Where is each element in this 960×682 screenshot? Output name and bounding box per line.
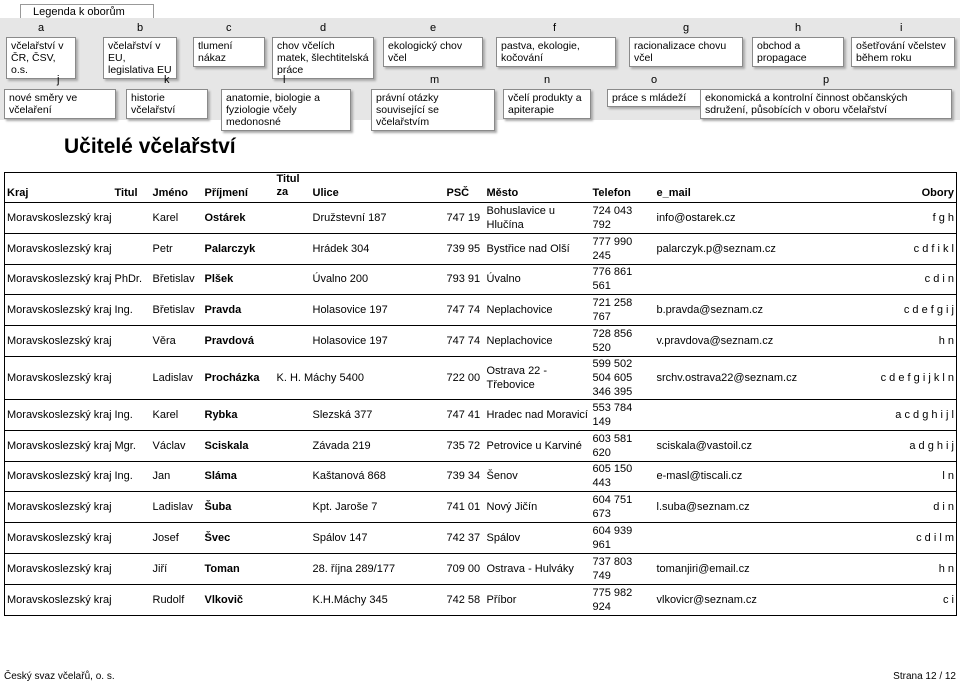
cell-prijmeni: Šuba [203,492,275,523]
legend-letter: g [683,22,690,34]
cell-telefon: 775 982 924 [591,584,655,615]
cell-ulice: Holasovice 197 [311,295,445,326]
cell-psc: 739 95 [445,233,485,264]
cell-psc: 709 00 [445,553,485,584]
cell-telefon: 605 150 443 [591,461,655,492]
cell-titul-za [275,233,311,264]
cell-kraj: Moravskoslezský kraj [5,203,113,234]
cell-titul-za [275,326,311,357]
cell-titul [113,326,151,357]
cell-telefon: 728 856 520 [591,326,655,357]
cell-prijmeni: Sciskala [203,430,275,461]
cell-kraj: Moravskoslezský kraj [5,430,113,461]
cell-email [655,264,769,295]
cell-jmeno: Věra [151,326,203,357]
legend-panel [0,18,960,128]
cell-jmeno: Břetislav [151,295,203,326]
cell-ulice: Holasovice 197 [311,326,445,357]
legend-letter: m [430,74,440,86]
cell-ulice: Kpt. Jaroše 7 [311,492,445,523]
cell-email [655,523,769,554]
cell-email: palarczyk.p@seznam.cz [655,233,769,264]
legend-letter: j [57,74,60,86]
cell-prijmeni: Ostárek [203,203,275,234]
row2-item-j [4,74,116,118]
col-header-titul-za: Titul za [275,173,311,203]
cell-telefon: 604 939 961 [591,523,655,554]
cell-mesto: Ostrava - Hulváky [485,553,591,584]
legend-letter: k [164,74,170,86]
col-header-kraj: Kraj [5,173,113,203]
cell-titul: Ing. [113,399,151,430]
row2-item-l [221,74,351,128]
cell-email: vlkovicr@seznam.cz [655,584,769,615]
footer-page-number: Strana 12 / 12 [893,671,956,682]
row1-item-c [193,22,265,66]
cell-ulice: Hrádek 304 [311,233,445,264]
cell-mesto: Spálov [485,523,591,554]
col-header-obory: Obory [769,173,957,203]
cell-titul [113,584,151,615]
cell-telefon: 721 258 767 [591,295,655,326]
cell-mesto: Petrovice u Karviné [485,430,591,461]
legend-row-1 [0,18,960,76]
cell-mesto: Úvalno [485,264,591,295]
cell-titul [113,553,151,584]
legend-description: ekonomická a kontrolní činnost občanských sdružení, působících v oboru včelařství [700,89,952,119]
cell-titul-za [275,492,311,523]
cell-psc: 739 34 [445,461,485,492]
col-header-mesto: Město [485,173,591,203]
cell-kraj: Moravskoslezský kraj [5,492,113,523]
row1-item-f [496,22,616,66]
cell-jmeno: Petr [151,233,203,264]
cell-mesto: Šenov [485,461,591,492]
legend-description: obchod a propagace [752,37,844,67]
cell-ulice: Slezská 377 [311,399,445,430]
teachers-table [4,172,957,616]
legend-letter: l [283,74,286,86]
cell-obory: f g h [769,203,957,234]
cell-mesto: Bystřice nad Olší [485,233,591,264]
cell-mesto: Neplachovice [485,295,591,326]
cell-kraj: Moravskoslezský kraj [5,399,113,430]
row1-item-a [6,22,76,76]
cell-telefon: 777 990 245 [591,233,655,264]
table-header-row [5,173,957,203]
table-row [5,584,957,615]
cell-psc: 793 91 [445,264,485,295]
cell-email: srchv.ostrava22@seznam.cz [655,356,769,399]
cell-titul-za [275,523,311,554]
cell-email: b.pravda@seznam.cz [655,295,769,326]
cell-obory: c d e f g i j k l n [769,356,957,399]
cell-telefon: 553 784 149 [591,399,655,430]
legend-letter: d [320,22,327,34]
legend-letter: p [823,74,830,86]
cell-mesto: Příbor [485,584,591,615]
row1-item-d [272,22,374,76]
legend-description: pastva, ekologie, kočování [496,37,616,67]
cell-titul [113,492,151,523]
cell-prijmeni: Plšek [203,264,275,295]
cell-jmeno: Břetislav [151,264,203,295]
table-row [5,356,957,399]
cell-jmeno: Václav [151,430,203,461]
cell-titul: Ing. [113,461,151,492]
cell-obory: l n [769,461,957,492]
legend-letter: i [900,22,903,34]
cell-email [655,399,769,430]
cell-telefon: 599 502 504 605 346 395 [591,356,655,399]
row2-item-k [126,74,208,118]
col-header-jmeno: Jméno [151,173,203,203]
cell-kraj: Moravskoslezský kraj [5,356,113,399]
table-row [5,233,957,264]
table-row [5,430,957,461]
cell-obory: d i n [769,492,957,523]
cell-ulice: Spálov 147 [311,523,445,554]
legend-letter: n [544,74,551,86]
cell-psc: 742 58 [445,584,485,615]
cell-prijmeni: Toman [203,553,275,584]
col-header-telefon: Telefon [591,173,655,203]
cell-ulice: 28. října 289/177 [311,553,445,584]
cell-mesto: Nový Jičín [485,492,591,523]
cell-obory: h n [769,553,957,584]
cell-telefon: 776 861 561 [591,264,655,295]
col-header-ulice: Ulice [311,173,445,203]
legend-letter: c [226,22,232,34]
footer-organization: Český svaz včelařů, o. s. [4,671,115,682]
cell-ulice: Úvalno 200 [311,264,445,295]
col-header-titul: Titul [113,173,151,203]
cell-titul [113,203,151,234]
cell-psc: 747 74 [445,295,485,326]
cell-ulice: Družstevní 187 [311,203,445,234]
cell-jmeno: Rudolf [151,584,203,615]
cell-jmeno: Jiří [151,553,203,584]
cell-psc: 735 72 [445,430,485,461]
table-row [5,203,957,234]
row2-item-m [371,74,495,128]
legend-title: Legenda k oborům [20,4,154,19]
legend-description: ošetřování včelstev během roku [851,37,955,67]
cell-obory: a d g h i j [769,430,957,461]
legend-description: práce s mládeží [607,89,701,107]
legend-description: historie včelařství [126,89,208,119]
cell-titul: Mgr. [113,430,151,461]
cell-mesto: Neplachovice [485,326,591,357]
cell-jmeno: Ladislav [151,356,203,399]
table-row [5,264,957,295]
cell-telefon: 724 043 792 [591,203,655,234]
row1-item-g [629,22,743,66]
cell-jmeno: Karel [151,203,203,234]
col-header-email: e_mail [655,173,769,203]
cell-mesto: Hradec nad Moravicí [485,399,591,430]
cell-titul: PhDr. [113,264,151,295]
cell-titul-za: K. H. Máchy 5400 [275,356,311,399]
cell-titul [113,233,151,264]
cell-ulice: Závada 219 [311,430,445,461]
cell-titul: Ing. [113,295,151,326]
cell-titul-za [275,203,311,234]
cell-psc: 747 74 [445,326,485,357]
cell-mesto: Bohuslavice u Hlučína [485,203,591,234]
cell-psc: 741 01 [445,492,485,523]
table-row [5,399,957,430]
legend-description: ekologický chov včel [383,37,483,67]
cell-telefon: 603 581 620 [591,430,655,461]
table-row [5,461,957,492]
cell-prijmeni: Rybka [203,399,275,430]
cell-ulice: Kaštanová 868 [311,461,445,492]
row1-item-h [752,22,844,66]
row2-item-p [700,74,952,118]
cell-titul-za [275,584,311,615]
legend-row-2 [0,70,960,128]
cell-email: e-masl@tiscali.cz [655,461,769,492]
cell-psc: 747 19 [445,203,485,234]
cell-obory: c i [769,584,957,615]
cell-email: sciskala@vastoil.cz [655,430,769,461]
cell-mesto: Ostrava 22 - Třebovice [485,356,591,399]
cell-titul [113,523,151,554]
cell-titul-za [275,399,311,430]
cell-kraj: Moravskoslezský kraj [5,233,113,264]
legend-description: včelí produkty a apiterapie [503,89,591,119]
cell-kraj: Moravskoslezský kraj [5,553,113,584]
cell-psc: 742 37 [445,523,485,554]
legend-letter: b [137,22,144,34]
col-header-psc: PSČ [445,173,485,203]
cell-kraj: Moravskoslezský kraj [5,326,113,357]
legend-description: racionalizace chovu včel [629,37,743,67]
table-row [5,523,957,554]
cell-jmeno: Jan [151,461,203,492]
cell-email: l.suba@seznam.cz [655,492,769,523]
cell-titul-za [275,553,311,584]
cell-obory: c d e f g i j [769,295,957,326]
legend-description: právní otázky související se včelařstvím [371,89,495,131]
cell-telefon: 737 803 749 [591,553,655,584]
cell-titul [113,356,151,399]
cell-jmeno: Josef [151,523,203,554]
legend-letter: f [553,22,557,34]
cell-prijmeni: Vlkovič [203,584,275,615]
row2-item-n [503,74,591,118]
legend-description: tlumení nákaz [193,37,265,67]
legend-letter: a [38,22,45,34]
cell-kraj: Moravskoslezský kraj [5,295,113,326]
cell-obory: h n [769,326,957,357]
col-header-prijmeni: Příjmení [203,173,275,203]
cell-prijmeni: Švec [203,523,275,554]
page-title: Učitelé včelařství [64,135,236,158]
cell-prijmeni: Pravdová [203,326,275,357]
legend-letter: h [795,22,802,34]
cell-kraj: Moravskoslezský kraj [5,264,113,295]
cell-titul-za [275,295,311,326]
row1-item-b [103,22,177,76]
cell-telefon: 604 751 673 [591,492,655,523]
cell-obory: c d i n [769,264,957,295]
cell-email: tomanjiri@email.cz [655,553,769,584]
cell-titul-za [275,264,311,295]
cell-kraj: Moravskoslezský kraj [5,584,113,615]
legend-description: nové směry ve včelaření [4,89,116,119]
cell-kraj: Moravskoslezský kraj [5,461,113,492]
table-row [5,326,957,357]
legend-letter: e [430,22,437,34]
cell-psc: 747 41 [445,399,485,430]
cell-email: info@ostarek.cz [655,203,769,234]
cell-titul-za [275,461,311,492]
table-row [5,492,957,523]
legend-description: včelařství v EU, legislativa EU [103,37,177,79]
cell-obory: c d f i k l [769,233,957,264]
cell-prijmeni: Procházka [203,356,275,399]
cell-obory: a c d g h i j l [769,399,957,430]
cell-ulice: K.H.Máchy 345 [311,584,445,615]
table-row [5,295,957,326]
legend-letter: o [651,74,658,86]
legend-description: včelařství v ČR, ČSV, o.s. [6,37,76,79]
row1-item-i [851,22,955,66]
cell-kraj: Moravskoslezský kraj [5,523,113,554]
legend-description: anatomie, biologie a fyziologie včely medonosné [221,89,351,131]
cell-psc: 722 00 [445,356,485,399]
cell-jmeno: Ladislav [151,492,203,523]
cell-prijmeni: Sláma [203,461,275,492]
cell-obory: c d i l m [769,523,957,554]
row1-item-e [383,22,483,66]
cell-titul-za [275,430,311,461]
cell-email: v.pravdova@seznam.cz [655,326,769,357]
legend-description: chov včelích matek, šlechtitelská práce [272,37,374,79]
table-row [5,553,957,584]
cell-jmeno: Karel [151,399,203,430]
row2-item-o [607,74,701,118]
cell-prijmeni: Pravda [203,295,275,326]
cell-prijmeni: Palarczyk [203,233,275,264]
